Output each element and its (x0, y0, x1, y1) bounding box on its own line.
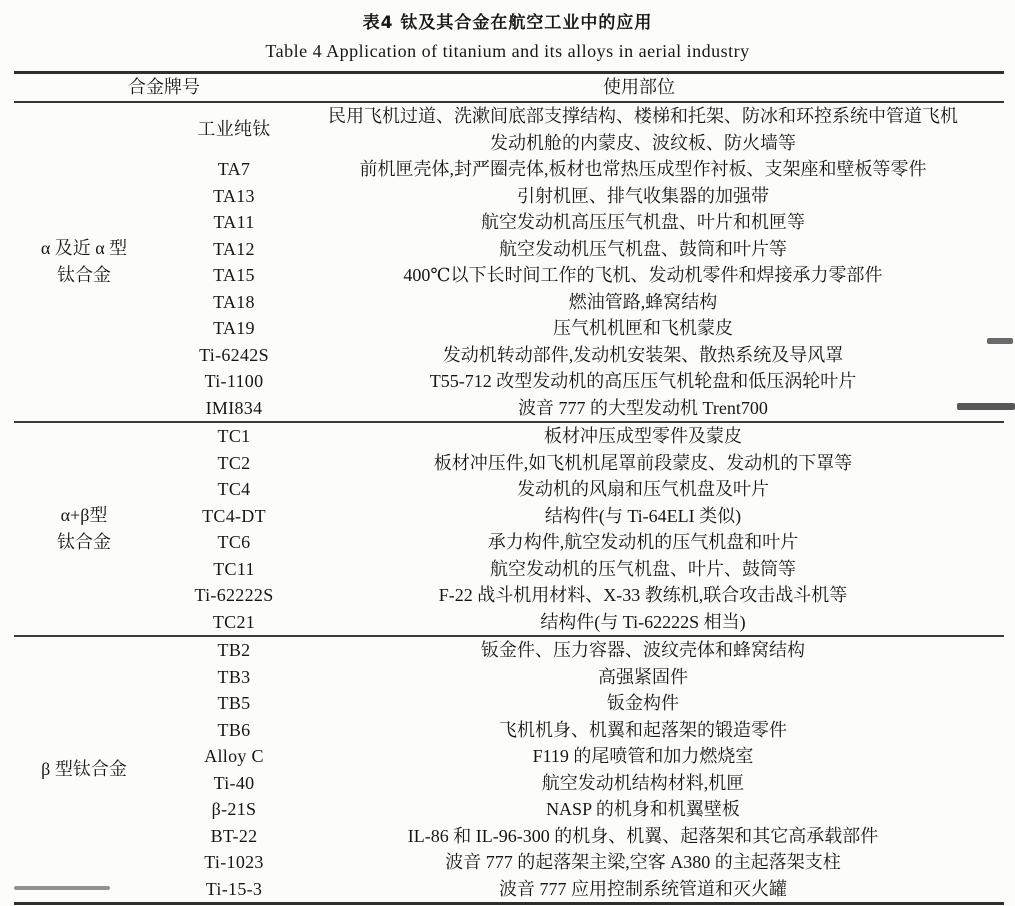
alloy-cell: TB6 (217, 719, 251, 740)
alloy-cell: TA18 (213, 291, 255, 312)
alloy-cell: TB2 (217, 640, 251, 660)
usage-cell: 航空发动机高压压气机盘、叶片和机匣等 (481, 212, 805, 232)
alloy-type-group-cell (14, 636, 154, 904)
table-row (14, 770, 1004, 797)
alloy-cell: Ti-62222S (194, 585, 274, 605)
usage-cell: 航空发动机结构材料,机匣 (541, 772, 745, 793)
usage-cell: 燃油管路,蜂窝结构 (568, 291, 718, 312)
alloy-cell: TA12 (213, 238, 255, 259)
alloy-cell: TC11 (213, 558, 255, 579)
table-row (14, 422, 1004, 450)
alloy-cell: TC1 (217, 426, 251, 446)
usage-cell: F119 的尾喷管和加力燃烧室 (532, 746, 754, 766)
group-label-line1: α+β型 (60, 505, 108, 525)
group-label-line1: β 型钛合金 (41, 759, 127, 779)
usage-cell: 发动机的风扇和压气机盘及叶片 (517, 479, 769, 499)
table-row (14, 368, 1004, 395)
column-header-usage: 使用部位 (314, 73, 1004, 103)
usage-cell: 钣金件、压力容器、波纹壳体和蜂窝结构 (481, 640, 805, 660)
table-row (14, 503, 1004, 530)
alloy-cell: TA11 (213, 212, 255, 232)
alloy-cell: TA19 (213, 318, 255, 338)
alloy-cell: TC4 (217, 479, 251, 499)
usage-cell: 板材冲压成型零件及蒙皮 (544, 426, 742, 446)
alloy-cell: Ti-1023 (204, 852, 264, 872)
usage-line2: 发动机舱的内蒙皮、波纹板、防火墙等 (490, 132, 796, 153)
table-row (14, 529, 1004, 556)
alloy-type-group-cell (14, 102, 154, 422)
table-row (14, 664, 1004, 691)
alloy-cell: Ti-15-3 (205, 878, 263, 899)
table-row (14, 183, 1004, 210)
alloy-cell: IMI834 (205, 397, 263, 418)
usage-cell: 波音 777 的大型发动机 Trent700 (518, 397, 768, 418)
titanium-application-table (14, 71, 1004, 905)
alloy-cell: β-21S (211, 799, 257, 819)
group-beta (14, 636, 1004, 904)
group-label-line2: 钛合金 (57, 265, 111, 285)
table-row (14, 395, 1004, 423)
usage-cell: 引射机匣、排气收集器的加强带 (517, 185, 769, 206)
scan-artifact (987, 338, 1013, 344)
usage-cell: 结构件(与 Ti-64ELI 类似) (544, 505, 742, 526)
usage-cell: 承力构件,航空发动机的压气机盘和叶片 (487, 532, 799, 552)
usage-cell: 压气机机匣和飞机蒙皮 (553, 318, 733, 338)
alloy-cell: Ti-40 (213, 772, 255, 793)
usage-line1: 民用飞机过道、洗漱间底部支撑结构、楼梯和托架、防冰和环控系统中管道飞机 (328, 106, 958, 126)
table-title-zh: 表4 钛及其合金在航空工业中的应用 (362, 13, 653, 33)
usage-cell: NASP 的机身和机翼壁板 (546, 799, 740, 819)
usage-cell: 飞机机身、机翼和起落架的锻造零件 (499, 719, 787, 740)
alloy-cell: TC6 (217, 532, 251, 552)
table-row (14, 236, 1004, 263)
table-row (14, 796, 1004, 823)
table-row (14, 315, 1004, 342)
alloy-cell: TA7 (217, 159, 251, 179)
usage-cell: 结构件(与 Ti-62222S 相当) (540, 611, 746, 632)
table-row (14, 823, 1004, 850)
table-row (14, 102, 1004, 156)
usage-cell: T55-712 改型发动机的高压压气机轮盘和低压涡轮叶片 (429, 371, 857, 391)
table-row (14, 156, 1004, 183)
scan-artifact (957, 403, 1015, 410)
alloy-cell: BT-22 (210, 825, 258, 846)
usage-cell: 波音 777 应用控制系统管道和灭火罐 (499, 878, 787, 899)
alloy-cell: TC2 (217, 452, 251, 473)
alloy-cell: 工业纯钛 (197, 119, 271, 140)
usage-cell (314, 102, 1004, 156)
alloy-cell: TB5 (217, 693, 251, 713)
table-row (14, 209, 1004, 236)
alloy-cell: TA13 (213, 185, 255, 206)
scan-artifact (14, 886, 110, 890)
table-row (14, 289, 1004, 316)
alloy-cell: TC4-DT (202, 505, 266, 526)
alloy-cell: TC21 (212, 611, 256, 632)
alloy-cell: Ti-6242S (199, 344, 269, 365)
alloy-type-group-cell (14, 422, 154, 636)
usage-cell: 前机匣壳体,封严圈壳体,板材也常热压成型作衬板、支架座和壁板等零件 (359, 159, 927, 179)
usage-cell: 板材冲压件,如飞机机尾罩前段蒙皮、发动机的下罩等 (433, 452, 853, 473)
table-row (14, 262, 1004, 289)
usage-cell: 波音 777 的起落架主梁,空客 A380 的主起落架支柱 (445, 852, 841, 872)
alloy-cell: Ti-1100 (204, 371, 264, 391)
alloy-cell: TA15 (213, 265, 255, 285)
table-row (14, 743, 1004, 770)
usage-cell: 钣金构件 (607, 693, 679, 713)
usage-cell: 航空发动机的压气机盘、叶片、鼓筒等 (490, 558, 796, 579)
usage-cell: 发动机转动部件,发动机安装架、散热系统及导风罩 (442, 344, 844, 365)
table-row (14, 609, 1004, 637)
group-label-line2: 钛合金 (57, 532, 111, 552)
table-row (14, 876, 1004, 904)
table-row (14, 582, 1004, 609)
alloy-cell: TB3 (217, 666, 251, 687)
usage-cell: 高强紧固件 (598, 666, 688, 687)
alloy-cell: Alloy C (204, 746, 264, 766)
table-row (14, 556, 1004, 583)
table-row (14, 636, 1004, 664)
table-header (14, 73, 1004, 103)
table-row (14, 342, 1004, 369)
usage-cell: 航空发动机压气机盘、鼓筒和叶片等 (499, 238, 787, 259)
usage-cell: 400℃以下长时间工作的飞机、发动机零件和焊接承力零部件 (403, 265, 883, 285)
table-row (14, 717, 1004, 744)
table-row (14, 476, 1004, 503)
table-row (14, 450, 1004, 477)
table-row (14, 849, 1004, 876)
group-alpha-beta (14, 422, 1004, 636)
table-row (14, 690, 1004, 717)
group-alpha (14, 102, 1004, 422)
table-title-en: Table 4 Application of titanium and its alloys in aerial industry (265, 41, 750, 61)
column-header-alloy: 合金牌号 (14, 73, 314, 103)
group-label-line1: α 及近 α 型 (40, 238, 128, 258)
usage-cell: F-22 战斗机用材料、X-33 教练机,联合攻击战斗机等 (438, 585, 848, 605)
usage-cell: IL-86 和 IL-96-300 的机身、机翼、起落架和其它高承载部件 (407, 825, 879, 846)
